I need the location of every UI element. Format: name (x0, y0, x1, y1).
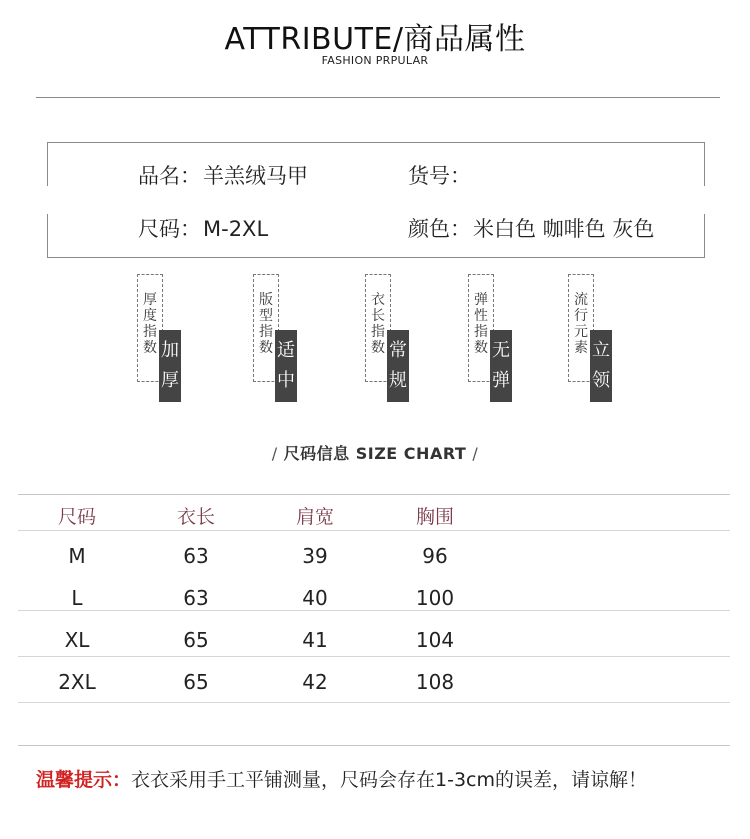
product-name-label: 品名： (138, 164, 201, 188)
table-cell: 104 (415, 628, 455, 652)
table-cell: 63 (183, 544, 209, 568)
product-name-value: 羊羔绒马甲 (203, 164, 308, 188)
table-header-cell: 胸围 (415, 506, 454, 528)
table-line (18, 745, 730, 746)
attribute-value-badge: 适中 (275, 330, 297, 402)
divider (36, 97, 720, 98)
box-border-right-bottom (704, 214, 705, 258)
attribute-value-badge: 无弹 (490, 330, 512, 402)
color-value: 米白色 咖啡色 灰色 (473, 217, 655, 241)
table-header-cell: 肩宽 (295, 506, 334, 528)
table-line (18, 530, 730, 531)
table-cell: 2XL (58, 670, 96, 694)
size-value: M-2XL (203, 217, 269, 241)
attribute-value-badge: 加厚 (159, 330, 181, 402)
page-title: ATTRIBUTE/商品属性 (224, 22, 526, 57)
table-cell: 65 (183, 670, 209, 694)
table-cell: 100 (415, 586, 455, 610)
attribute-label: 衣长指数 (371, 292, 385, 356)
size-field (138, 213, 268, 243)
size-label: 尺码： (138, 217, 201, 241)
table-cell: M (68, 544, 86, 568)
attribute-label: 流行元素 (574, 292, 588, 356)
table-cell: L (71, 586, 83, 610)
table-line (18, 610, 730, 611)
sku-field (408, 160, 473, 190)
tip-text: 衣衣采用手工平铺测量，尺码会存在1-3cm的误差，请谅解！ (131, 769, 648, 791)
measurement-tip (36, 765, 647, 792)
attribute-style (568, 274, 658, 404)
attribute-label: 版型指数 (259, 292, 273, 356)
attribute-thickness (137, 274, 227, 404)
page-subtitle: FASHION PRPULAR (321, 54, 429, 67)
attribute-fit (253, 274, 343, 404)
box-border-left-top (47, 142, 48, 186)
attribute-length (365, 274, 455, 404)
table-line (18, 702, 730, 703)
product-name-field (138, 160, 308, 190)
box-border-top (47, 142, 705, 143)
table-cell: 39 (302, 544, 328, 568)
table-header-cell: 衣长 (176, 506, 215, 528)
attribute-value-badge: 立领 (590, 330, 612, 402)
color-label: 颜色： (408, 217, 471, 241)
sku-label: 货号： (408, 164, 471, 188)
table-cell: 96 (422, 544, 448, 568)
size-chart-title-text: 尺码信息 SIZE CHART (283, 444, 467, 463)
table-cell: XL (64, 628, 90, 652)
attribute-elasticity (468, 274, 558, 404)
table-cell: 40 (302, 586, 328, 610)
tip-label: 温馨提示： (36, 769, 132, 791)
table-line (18, 494, 730, 495)
size-chart-title: / 尺码信息 SIZE CHART / (271, 444, 479, 463)
table-cell: 108 (415, 670, 455, 694)
box-border-left-bottom (47, 214, 48, 258)
table-cell: 63 (183, 586, 209, 610)
attribute-label: 弹性指数 (474, 292, 488, 356)
table-cell: 42 (302, 670, 328, 694)
table-cell: 65 (183, 628, 209, 652)
box-border-bottom (47, 257, 705, 258)
box-border-right-top (704, 142, 705, 186)
table-header-cell: 尺码 (57, 506, 96, 528)
table-cell: 41 (302, 628, 328, 652)
color-field (408, 213, 654, 243)
attribute-label: 厚度指数 (143, 292, 157, 356)
attribute-value-badge: 常规 (387, 330, 409, 402)
table-line (18, 656, 730, 657)
